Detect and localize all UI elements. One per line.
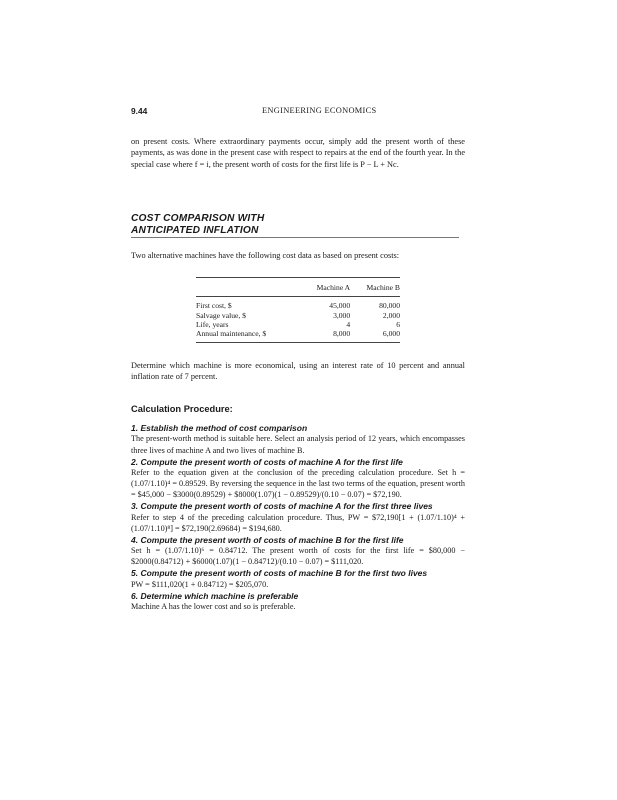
table-cell-machine-b: 6 xyxy=(396,319,400,329)
table-row xyxy=(196,329,400,343)
problem-statement: Determine which machine is more economical, using an interest rate of 10 percent and annual inflation rate of 7 percent. xyxy=(131,361,465,382)
table-header-machine-a: Machine A xyxy=(300,278,350,297)
table-cell-label: Life, years xyxy=(196,319,229,329)
step-5 xyxy=(131,568,465,590)
section-rule xyxy=(131,237,459,238)
intro-paragraph: on present costs. Where extraordinary payments occur, simply add the present worth of these payments, as was done in the present case with respect to repairs at the end of the fourth year. In the special case where f = i, the present worth of costs for the first life is P − L + Nc. xyxy=(131,137,465,169)
table-row xyxy=(196,320,400,329)
step-body: Set h = (1.07/1.10)⁶ = 0.84712. The present worth of costs for the first life = $80,000 − $2000(0.84712) + $6000(1.07)(1 − 0.84712)/(0.10 − 0.07) = $111,020. xyxy=(131,546,465,567)
step-2 xyxy=(131,457,465,501)
step-body: Refer to the equation given at the conclusion of the preceding calculation procedure. Set h = (1.07/1.10)⁴ = 0.89529. By reversing the sequence in the last two terms of the equation, present worth = $45,000 − $3000(0.89529) + $8000(1.07)(1 − 0.89529)/(0.10 − 0.07) = $72,190. xyxy=(131,468,465,500)
table-header-label xyxy=(196,278,300,297)
step-title: 1. Establish the method of cost comparison xyxy=(131,423,308,433)
table-cell-machine-a: 4 xyxy=(346,319,351,329)
table-cell-machine-b: 2,000 xyxy=(382,310,400,320)
table-cell-label: Salvage value, $ xyxy=(196,310,246,320)
cost-data-table xyxy=(196,277,400,343)
section-title-line-1: COST COMPARISON WITH xyxy=(131,213,265,224)
table-cell-machine-a: 8,000 xyxy=(300,329,350,343)
step-title: 4. Compute the present worth of costs of machine B for the first life xyxy=(131,534,404,545)
step-title: 2. Compute the present worth of costs of machine A for the first life xyxy=(131,456,403,467)
running-head: ENGINEERING ECONOMICS xyxy=(262,106,377,115)
step-body: The present-worth method is suitable here. Select an analysis period of 12 years, which encompasses three lives of machine A and two lives of machine B. xyxy=(131,434,465,455)
step-1 xyxy=(131,423,465,456)
section-lead-text: Two alternative machines have the following cost data as based on present costs: xyxy=(131,251,400,260)
section-title-line-2: ANTICIPATED INFLATION xyxy=(131,225,259,236)
table-cell-machine-a: 45,000 xyxy=(329,301,351,311)
table-cell-machine-a: 3,000 xyxy=(333,310,351,320)
table-cell-machine-b: 80,000 xyxy=(379,301,400,311)
step-body: PW = $111,020(1 + 0.84712) = $205,070. xyxy=(131,579,269,589)
table-header-row xyxy=(196,278,400,297)
step-body: Machine A has the lower cost and so is preferable. xyxy=(131,602,296,612)
table-cell-label: First cost, $ xyxy=(196,301,232,311)
step-title: 5. Compute the present worth of costs of machine B for the first two lives xyxy=(131,568,428,579)
step-3 xyxy=(131,501,465,534)
step-body: Refer to step 4 of the preceding calculation procedure. Thus, PW = $72,190[1 + (1.07/1.10)⁴ + (1.07/1.10)⁸] = $72,190(2.69684) = $194,680. xyxy=(131,512,465,533)
procedure-steps xyxy=(131,423,465,613)
table-row xyxy=(196,311,400,320)
table-header-machine-b: Machine B xyxy=(350,278,400,297)
page-number: 9.44 xyxy=(131,106,148,116)
table-cell-machine-b: 6,000 xyxy=(350,329,400,343)
table-cell-label: Annual maintenance, $ xyxy=(196,329,300,343)
table-row xyxy=(196,297,400,311)
procedure-heading: Calculation Procedure: xyxy=(131,404,233,414)
step-title: 6. Determine which machine is preferable xyxy=(131,590,299,601)
step-6 xyxy=(131,591,465,613)
step-4 xyxy=(131,535,465,568)
step-title: 3. Compute the present worth of costs of machine A for the first three lives xyxy=(131,501,433,512)
